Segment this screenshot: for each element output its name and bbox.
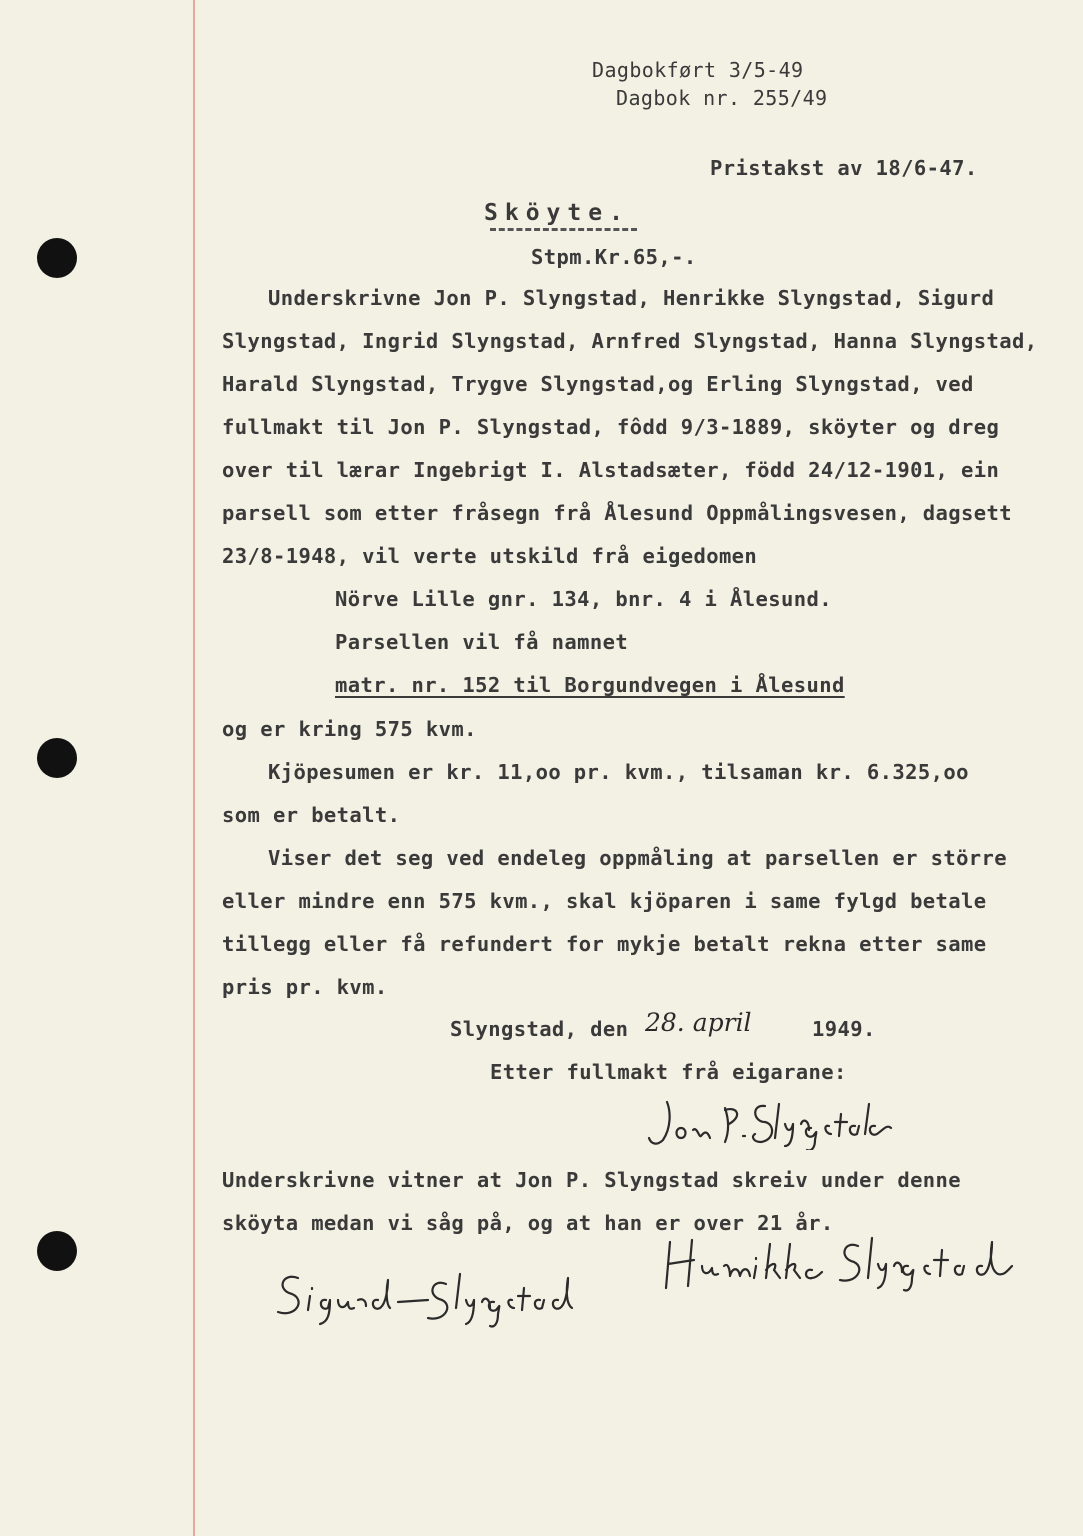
stamp-duty: Stpm.Kr.65,-. — [531, 245, 697, 269]
signature-sigurd-slyngstad — [268, 1262, 628, 1332]
punch-hole — [37, 238, 77, 278]
dagbok-number: Dagbok nr. 255/49 — [616, 86, 828, 110]
body-line: fullmakt til Jon P. Slyngstad, fôdd 9/3-1889, sköyter og dreg — [222, 415, 1000, 439]
witness-line: Underskrivne vitner at Jon P. Slyngstad skreiv under denne — [222, 1168, 962, 1192]
property-line: Nörve Lille gnr. 134, bnr. 4 i Ålesund. — [335, 587, 832, 611]
body-line: som er betalt. — [222, 803, 401, 827]
body-line: 23/8-1948, vil verte utskild frå eigedomen — [222, 544, 758, 568]
body-line: parsell som etter fråsegn frå Ålesund Oppmålingsvesen, dagsett — [222, 501, 1013, 525]
body-line: Underskrivne Jon P. Slyngstad, Henrikke Slyngstad, Sigurd — [268, 286, 995, 310]
parcel-name-intro: Parsellen vil få namnet — [335, 630, 629, 654]
body-line: Viser det seg ved endeleg oppmåling at parsellen er större — [268, 846, 1008, 870]
body-line: Kjöpesumen er kr. 11,oo pr. kvm., tilsaman kr. 6.325,oo — [268, 760, 969, 784]
punch-hole — [37, 738, 77, 778]
document-title: Sköyte. — [484, 200, 630, 226]
margin-line — [193, 0, 195, 1536]
body-line: Harald Slyngstad, Trygve Slyngstad,og Erling Slyngstad, ved — [222, 372, 974, 396]
body-line: eller mindre enn 575 kvm., skal kjöparen i same fylgd betale — [222, 889, 987, 913]
punch-hole — [37, 1231, 77, 1271]
handwritten-date: 28. april — [645, 1008, 752, 1037]
pristakst: Pristakst av 18/6-47. — [710, 156, 978, 180]
witness-line: sköyta medan vi såg på, og at han er over 21 år. — [222, 1211, 834, 1235]
dagbok-date: Dagbokført 3/5-49 — [592, 58, 804, 82]
parcel-name: matr. nr. 152 til Borgundvegen i Ålesund — [335, 673, 845, 697]
body-line: og er kring 575 kvm. — [222, 717, 477, 741]
body-line: tillegg eller få refundert for mykje betalt rekna etter same — [222, 932, 987, 956]
signature-henrikke-slyngstad — [652, 1232, 1052, 1302]
title-underline — [490, 228, 637, 231]
body-line: Slyngstad, Ingrid Slyngstad, Arnfred Slyngstad, Hanna Slyngstad, — [222, 329, 1038, 353]
authority-line: Etter fullmakt frå eigarane: — [490, 1060, 847, 1084]
body-line: pris pr. kvm. — [222, 975, 388, 999]
dateline-year: 1949. — [812, 1017, 876, 1041]
dateline-place: Slyngstad, den — [450, 1017, 629, 1041]
signature-jon-slyngstad — [645, 1090, 915, 1150]
body-line: over til lærar Ingebrigt I. Alstadsæter, född 24/12-1901, ein — [222, 458, 1000, 482]
